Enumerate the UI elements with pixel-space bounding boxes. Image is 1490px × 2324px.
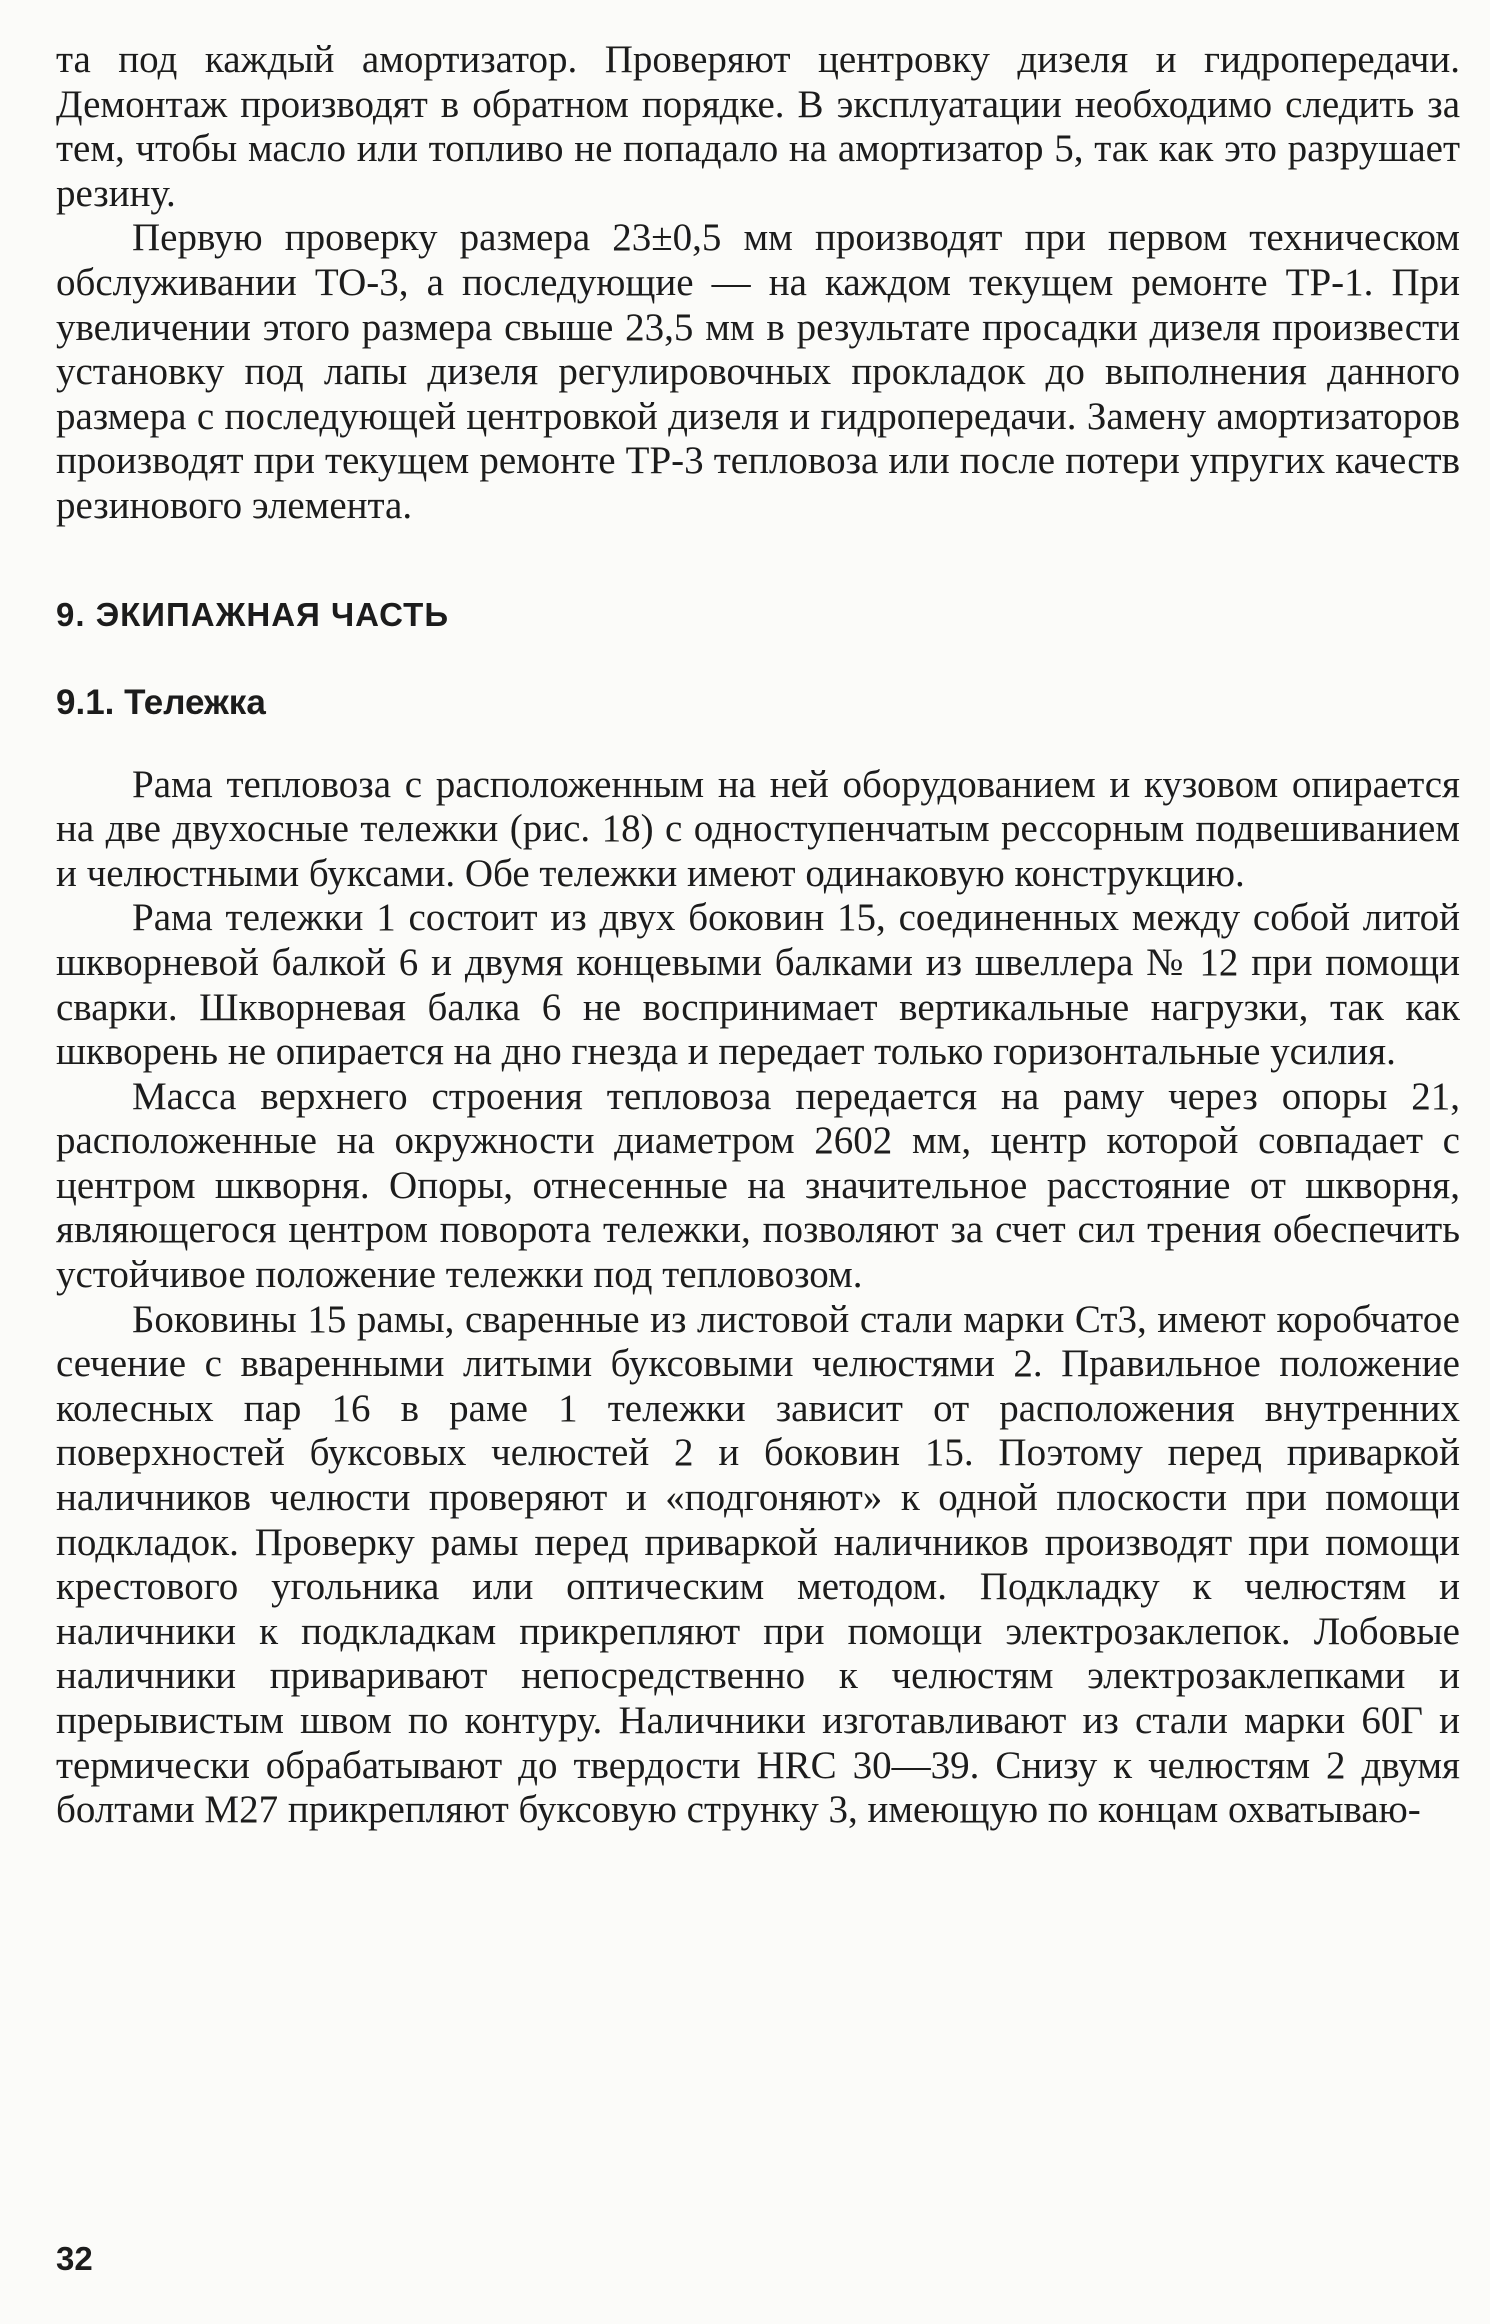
paragraph: Рама тепловоза с расположенным на ней оборудованием и кузовом опирается на две двухосные тележки (рис. 18) с одноступенчатым рессорным подвешиванием и челюстными буксами. Обе тележки имеют одинаковую конструкцию. <box>56 762 1460 895</box>
text-column <box>56 38 1460 1833</box>
paragraph-continued: та под каждый амортизатор. Проверяют центровку дизеля и гидропередачи. Демонтаж производят в обратном порядке. В эксплуатации необходимо следить за тем, чтобы масло или топливо не попадало на амортизатор 5, так как это разрушает резину. <box>56 38 1460 215</box>
paragraph: Первую проверку размера 23±0,5 мм производят при первом техническом обслуживании ТО-3, а последующие — на каждом текущем ремонте ТР-1. При увеличении этого размера свыше 23,5 мм в результате просадки дизеля произвести установку под лапы дизеля регулировочных прокладок до выполнения данного размера с последующей центровкой дизеля и гидропередачи. Замену амортизаторов производят при текущем ремонте ТР-3 тепловоза или после потери упругих качеств резинового элемента. <box>56 216 1460 527</box>
section-heading: 9. ЭКИПАЖНАЯ ЧАСТЬ <box>56 595 450 633</box>
subsection-heading: 9.1. Тележка <box>56 682 266 722</box>
paragraph: Боковины 15 рамы, сваренные из листовой стали марки Ст3, имеют коробчатое сечение с вваренными литыми буксовыми челюстями 2. Правильное положение колесных пар 16 в раме 1 тележки зависит от расположения внутренних поверхностей буксовых челюстей 2 и боковин 15. Поэтому перед приваркой наличников челюсти проверяют и «подгоняют» к одной плоскости при помощи подкладок. Проверку рамы перед приваркой наличников производят при помощи крестового угольника или оптическим методом. Подкладку к челюстям и наличники к подкладкам прикрепляют при помощи электрозаклепок. Лобовые наличники приваривают непосредственно к челюстям электрозаклепками и прерывистым швом по контуру. Наличники изготавливают из стали марки 60Г и термически обрабатывают до твердости HRC 30—39. Снизу к челюстям 2 двумя болтами М27 прикрепляют буксовую струнку 3, имеющую по концам охватываю- <box>56 1297 1460 1832</box>
page-number: 32 <box>56 2240 93 2277</box>
paragraph: Рама тележки 1 состоит из двух боковин 15, соединенных между собой литой шкворневой балкой 6 и двумя концевыми балками из швеллера № 12 при помощи сварки. Шкворневая балка 6 не воспринимает вертикальные нагрузки, так как шкворень не опирается на дно гнезда и передает только горизонтальные усилия. <box>56 896 1460 1074</box>
paragraph: Масса верхнего строения тепловоза передается на раму через опоры 21, расположенные на окружности диаметром 2602 мм, центр которой совпадает с центром шкворня. Опоры, отнесенные на значительное расстояние от шкворня, являющегося центром поворота тележки, позволяют за счет сил трения обеспечить устойчивое положение тележки под тепловозом. <box>56 1074 1460 1297</box>
